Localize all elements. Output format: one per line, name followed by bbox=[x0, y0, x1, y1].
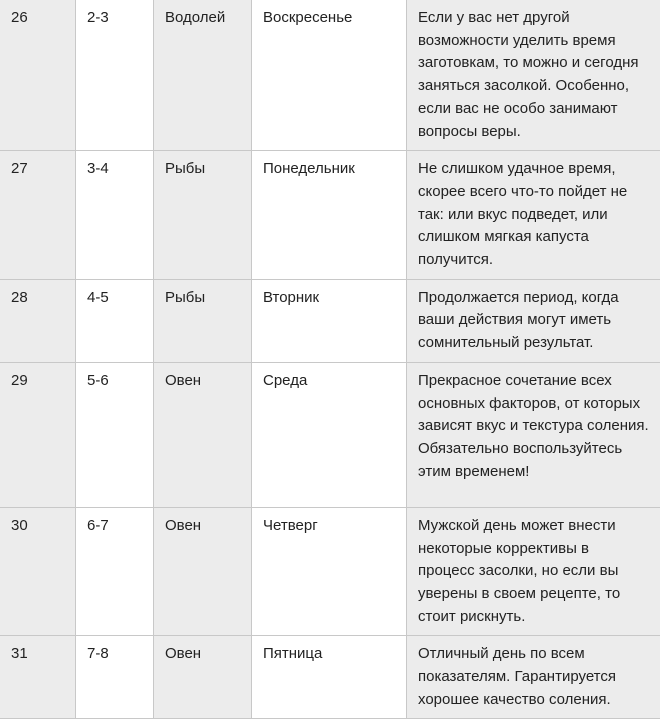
table-row bbox=[0, 151, 660, 280]
lunar-day-cell: 4-5 bbox=[76, 279, 154, 362]
zodiac-sign-cell: Овен bbox=[154, 636, 252, 719]
description-cell: Отличный день по всем показателям. Гарантируется хорошее качество соления. bbox=[407, 636, 660, 719]
day-cell: 28 bbox=[0, 279, 76, 362]
table-row bbox=[0, 362, 660, 507]
description-cell: Не слишком удачное время, скорее всего что-то пойдет не так: или вкус подведет, или слишком мягкая капуста получится. bbox=[407, 151, 660, 280]
day-cell: 30 bbox=[0, 507, 76, 636]
table-row bbox=[0, 507, 660, 636]
lunar-day-cell: 5-6 bbox=[76, 362, 154, 507]
weekday-cell: Пятница bbox=[252, 636, 407, 719]
table-row bbox=[0, 0, 660, 151]
zodiac-sign-cell: Водолей bbox=[154, 0, 252, 151]
day-cell: 27 bbox=[0, 151, 76, 280]
zodiac-sign-cell: Овен bbox=[154, 362, 252, 507]
lunar-day-cell: 2-3 bbox=[76, 0, 154, 151]
lunar-day-cell: 3-4 bbox=[76, 151, 154, 280]
lunar-day-cell: 6-7 bbox=[76, 507, 154, 636]
day-cell: 26 bbox=[0, 0, 76, 151]
description-cell: Мужской день может внести некоторые коррективы в процесс засолки, но если вы уверены в своем рецепте, то стоит рискнуть. bbox=[407, 507, 660, 636]
table-row bbox=[0, 279, 660, 362]
weekday-cell: Вторник bbox=[252, 279, 407, 362]
description-cell: Продолжается период, когда ваши действия могут иметь сомнительный результат. bbox=[407, 279, 660, 362]
description-cell: Если у вас нет другой возможности уделить время заготовкам, то можно и сегодня заняться засолкой. Особенно, если вас не особо занимают вопросы веры. bbox=[407, 0, 660, 151]
day-cell: 29 bbox=[0, 362, 76, 507]
weekday-cell: Понедельник bbox=[252, 151, 407, 280]
weekday-cell: Четверг bbox=[252, 507, 407, 636]
zodiac-sign-cell: Рыбы bbox=[154, 151, 252, 280]
zodiac-sign-cell: Рыбы bbox=[154, 279, 252, 362]
table-row bbox=[0, 636, 660, 719]
day-cell: 31 bbox=[0, 636, 76, 719]
weekday-cell: Среда bbox=[252, 362, 407, 507]
weekday-cell: Воскресенье bbox=[252, 0, 407, 151]
description-cell: Прекрасное сочетание всех основных факторов, от которых зависят вкус и текстура соления. Обязательно воспользуйтесь этим временем! bbox=[407, 362, 660, 507]
lunar-day-cell: 7-8 bbox=[76, 636, 154, 719]
zodiac-sign-cell: Овен bbox=[154, 507, 252, 636]
